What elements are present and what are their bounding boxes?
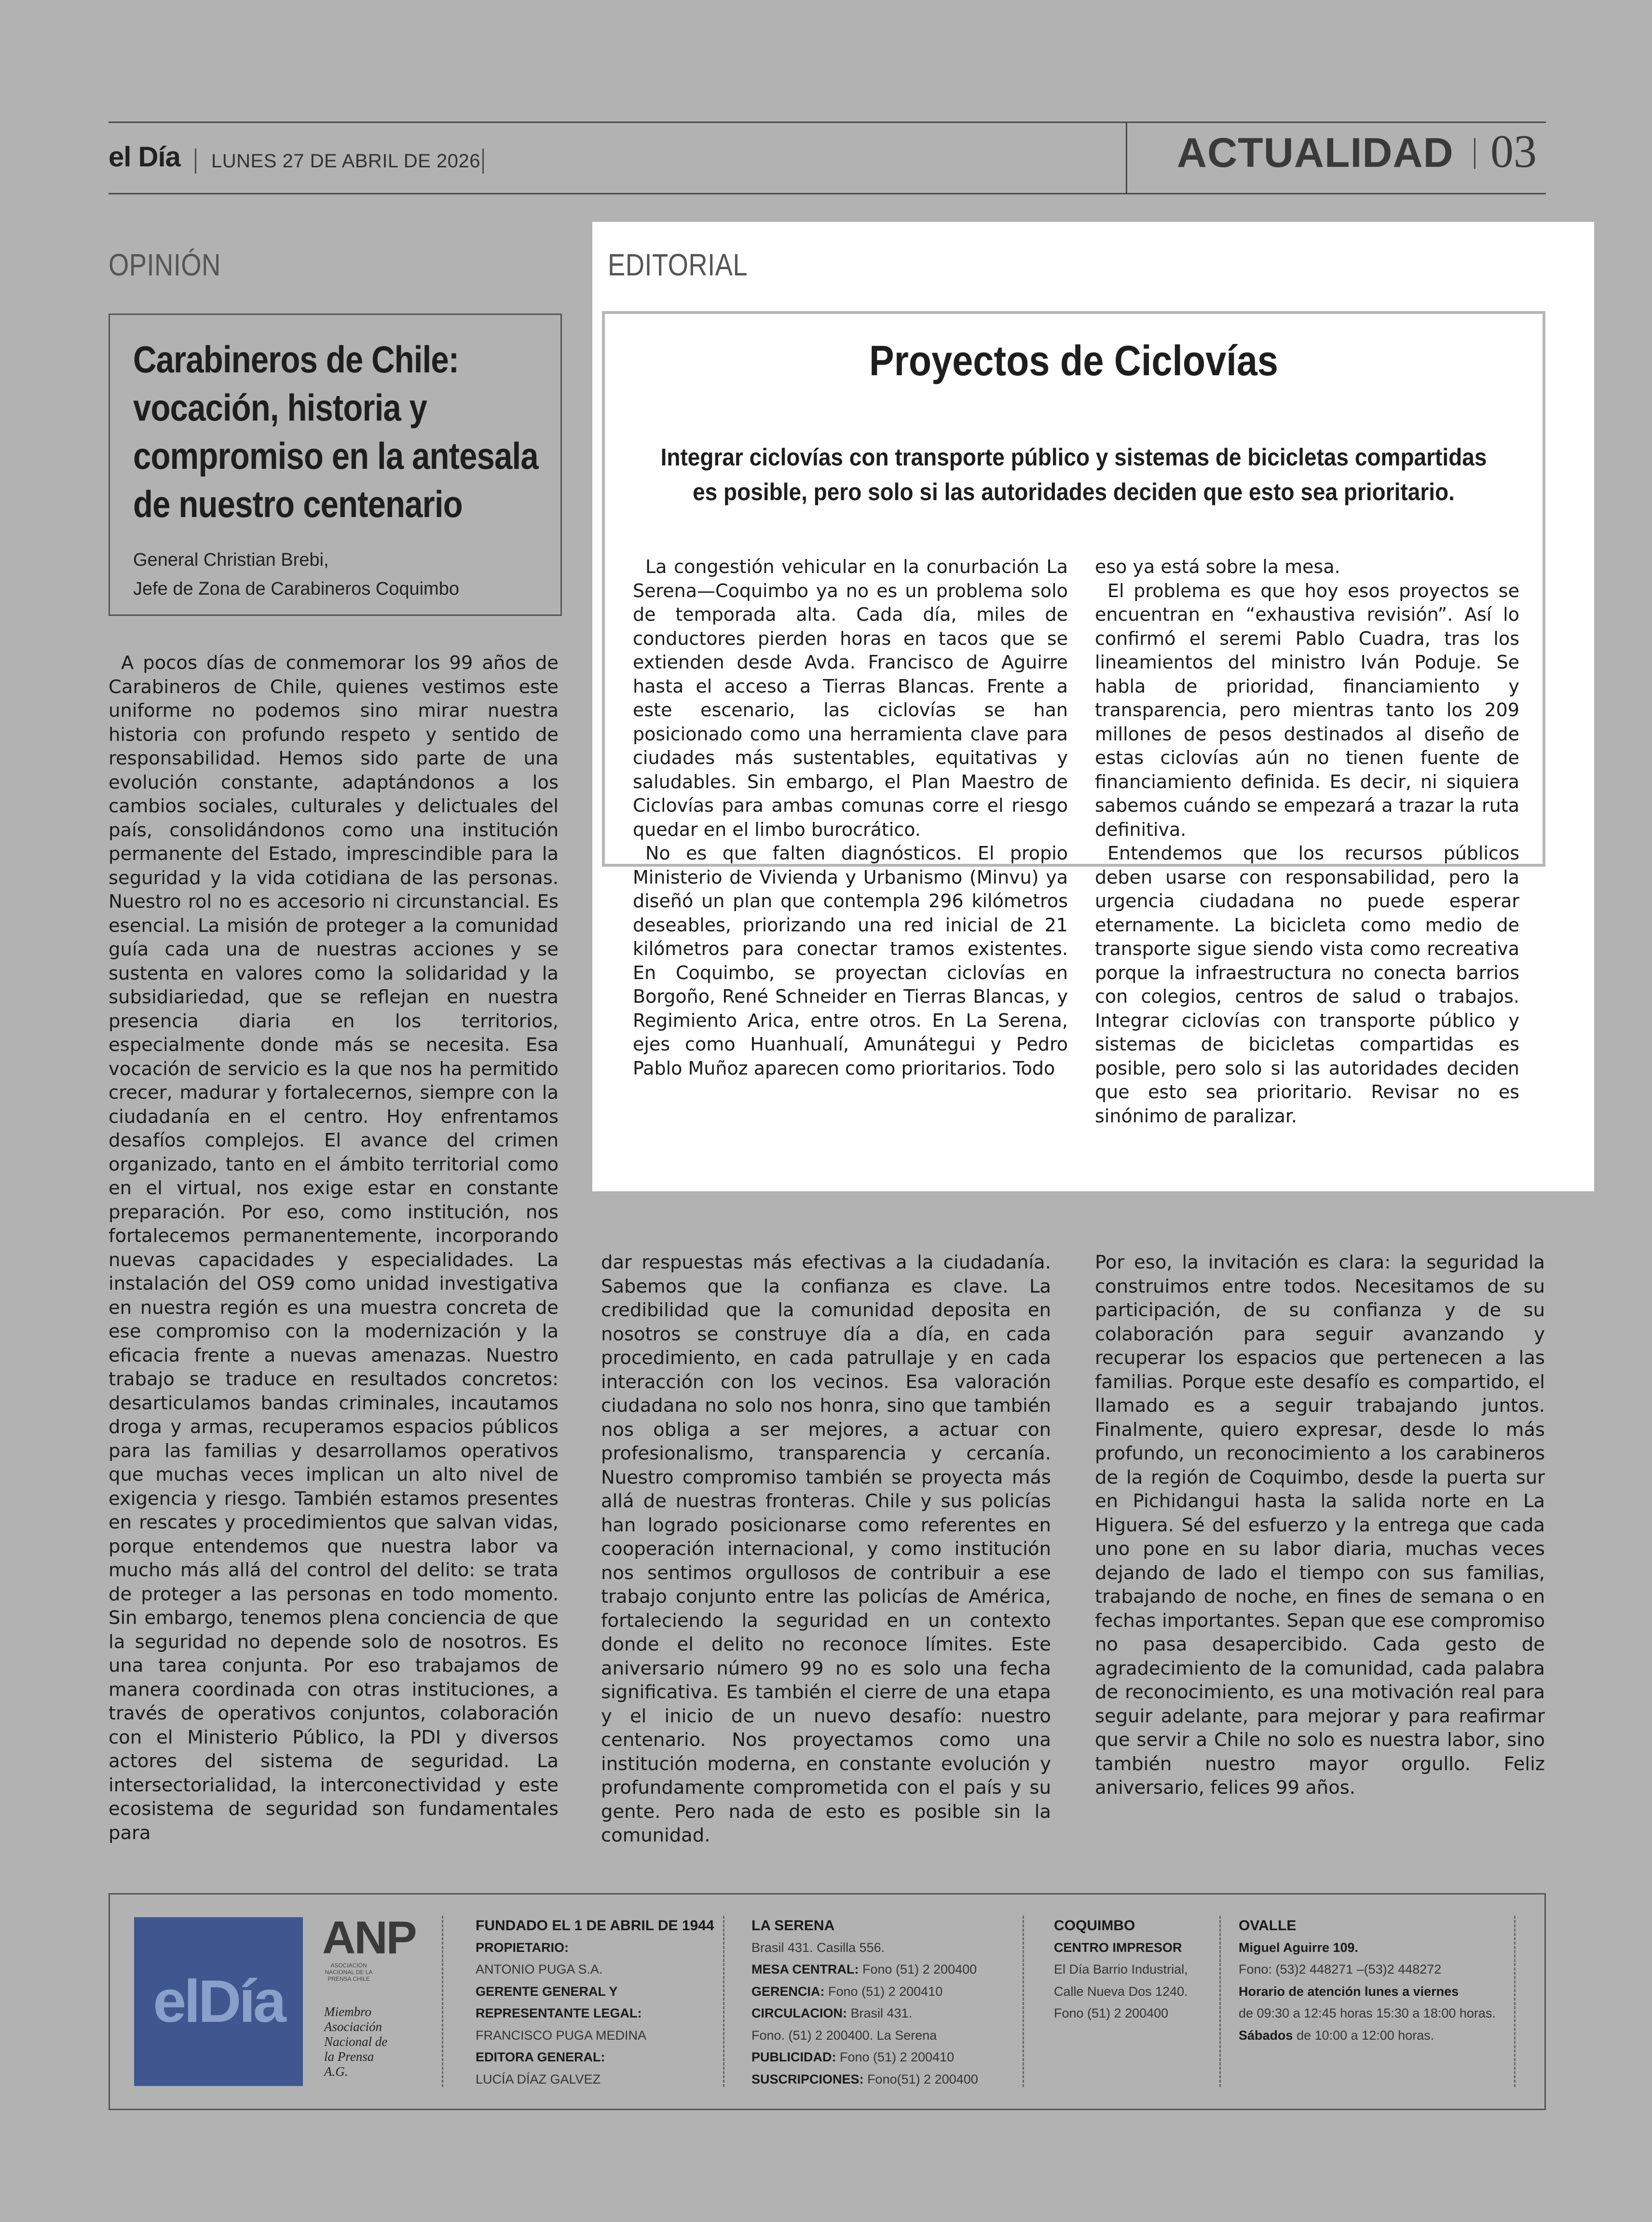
editor-name: LUCÍA DÍAZ GALVEZ	[476, 2072, 601, 2086]
editorial-subtitle-2: es posible, pero solo si las autoridades deciden que esto sea prioritario.	[693, 478, 1455, 505]
footer-column-la-serena	[751, 1915, 978, 2090]
opinion-body-3: Por eso, la invitación es clara: la seguridad la construimos entre todos. Necesitamos de su participación, de su confianza y de su colaboración para seguir avanzando y recuperar los espacios que pertenecen a las familias. Porque este desafío es compartido, el llamado es a seguir trabajando juntos. Finalmente, quiero expresar, desde lo más profundo, un reconocimiento a los carabineros de la región de Coquimbo, desde la puerta sur en Pichidangui hasta la salida norte en La Higuera. Sé del esfuerzo y la entrega que cada uno pone en su labor diaria, muchas veces dejando de lado el tiempo con sus familias, trabajando de noche, en fines de semana o en fechas importantes. Sepan que ese compromiso no pasa desapercibido. Cada gesto de agradecimiento de la comunidad, cada palabra de reconocimiento, es una motivación real para seguir adelante, para mejorar y para reafirmar que servir a Chile no solo es nuestra labor, sino también nuestro mayor orgullo. Feliz aniversario, felices 99 años.	[1095, 1252, 1545, 1799]
gerencia: GERENCIA: Fono (51) 2 200410	[751, 1984, 943, 1999]
el-dia-logo	[134, 1917, 303, 2086]
el-dia-logo-text: elDía	[153, 1968, 284, 2035]
header-section-name: ACTUALIDAD	[1177, 130, 1454, 176]
editorial-paragraph-3: eso ya está sobre la mesa.	[1095, 556, 1340, 577]
editorial-panel	[592, 222, 1594, 1191]
editorial-paragraph-2: No es que falten diagnósticos. El propio Ministerio de Vivienda y Urbanismo (Minvu) ya diseñó un plan que contempla 296 kilómetros deseables, priorizando una red inicial de 21 kilómetros para conectar tramos existentes. En Coquimbo, se proyectan ciclovías en Borgoño, René Schneider en Tierras Blancas, y Regimiento Arica, entre otros. En La Serena, ejes como Huanhualí, Amunátegui y Pedro Pablo Muñoz aparecen como prioritarios. Todo	[633, 843, 1068, 1079]
editorial-section-label: EDITORIAL	[608, 247, 748, 282]
coquimbo-line-1: El Día Barrio Industrial,	[1054, 1962, 1188, 1977]
footer-divider-4	[1219, 1916, 1221, 2087]
manager-label-2: REPRESENTANTE LEGAL:	[476, 2006, 642, 2020]
header-sep-1	[195, 149, 196, 174]
ovalle-hours-label: Horario de atención lunes a viernes	[1239, 1984, 1459, 1999]
ovalle-hours: de 09:30 a 12:45 horas 15:30 a 18:00 horas.	[1239, 2006, 1496, 2020]
opinion-column-1	[109, 651, 559, 1844]
mesa-central: MESA CENTRAL: Fono (51) 2 200400	[751, 1962, 977, 1977]
opinion-headline-box	[109, 314, 562, 616]
owner-label: PROPIETARIO:	[476, 1940, 569, 1955]
ovalle-saturday: Sábados de 10:00 a 12:00 horas.	[1239, 2028, 1434, 2043]
opinion-body-1: A pocos días de conmemorar los 99 años de Carabineros de Chile, quienes vestimos este uniforme no podemos sino mirar nuestra historia con profundo respeto y sentido de responsabilidad. Hemos sido parte de una evolución constante, adaptándonos a los cambios sociales, culturales y delictuales del país, consolidándonos como una institución permanente del Estado, imprescindible para la seguridad y la vida cotidiana de las personas. Nuestro rol no es accesorio ni circunstancial. Es esencial. La misión de proteger a la comunidad guía cada una de nuestras acciones y se sustenta en valores como la solidaridad y la subsidiariedad, que se reflejan en nuestra presencia diaria en los territorios, especialmente donde más se necesita. Esa vocación de servicio es la que nos ha permitido crecer, madurar y fortalecernos, siempre con la ciudadanía en el centro. Hoy enfrentamos desafíos complejos. El avance del crimen organizado, tanto en el ámbito territorial como en el virtual, nos exige estar en constante preparación. Por eso, como institución, nos fortalecemos permanentemente, incorporando nuevas capacidades y especialidades. La instalación del OS9 como unidad investigativa en nuestra región es una muestra concreta de ese compromiso con la modernización y la eficacia frente a nuevas amenazas. Nuestro trabajo se traduce en resultados concretos: desarticulamos bandas criminales, incautamos droga y armas, recuperamos espacios públicos para las familias y desarrollamos operativos que muchas veces implican un alto nivel de exigencia y riesgo. También estamos presentes en rescates y procedimientos que salvan vidas, porque entendemos que nuestra labor va mucho más allá del control del delito: se trata de proteger a las personas en todo momento. Sin embargo, tenemos plena conciencia de que la seguridad no depende solo de nosotros. Es una tarea conjunta. Por eso trabajamos de manera coordinada con otras instituciones, a través de operativos conjuntos, colaboración con el Ministerio Público, la PDI y diversos actores del sistema de seguridad. La intersectorialidad, la interconectividad y este ecosistema de seguridad son fundamentales para	[109, 652, 559, 1844]
member-line-2: Asociación	[324, 2019, 382, 2034]
footer-divider-1	[442, 1916, 443, 2087]
footer-column-coquimbo	[1054, 1915, 1188, 2025]
circulacion: CIRCULACION: Brasil 431.	[751, 2006, 913, 2020]
ovalle-phone: Fono: (53)2 448271 –(53)2 448272	[1239, 1962, 1442, 1977]
footer-column-founding	[476, 1915, 714, 2090]
opinion-author-name: General Christian Brebi,	[133, 550, 329, 570]
member-line-4: la Prensa	[324, 2049, 374, 2064]
manager-label-1: GERENTE GENERAL Y	[476, 1984, 618, 1999]
editorial-paragraph-5: Entendemos que los recursos públicos deben usarse con responsabilidad, pero la urgencia ciudadana no puede esperar eternamente. La bicicleta como medio de transporte sigue siendo vista como recreativa porque la infraestructura no conecta barrios con colegios, centros de salud o trabajos. Integrar ciclovías con transporte público y sistemas de bicicletas compartidas es posible, pero solo si las autoridades deciden que esto sea prioritario. Revisar no es sinónimo de paralizar.	[1095, 843, 1519, 1127]
coquimbo-heading: COQUIMBO	[1054, 1918, 1135, 1934]
opinion-author-role: Jefe de Zona de Carabineros Coquimbo	[133, 579, 459, 599]
anp-logo-mark: ANP	[322, 1912, 416, 1963]
suscripciones: SUSCRIPCIONES: Fono(51) 2 200400	[751, 2072, 978, 2086]
anp-member-note	[324, 2004, 387, 2079]
manager-name: FRANCISCO PUGA MEDINA	[476, 2028, 647, 2043]
coquimbo-line-3: Fono (51) 2 200400	[1054, 2006, 1169, 2020]
header-date: LUNES 27 DE ABRIL DE 2026	[211, 150, 480, 172]
page-number: 03	[1490, 125, 1537, 177]
founded-date: FUNDADO EL 1 DE ABRIL DE 1944	[476, 1918, 714, 1934]
footer-divider-5	[1514, 1916, 1515, 2087]
opinion-column-3	[1095, 1251, 1545, 1799]
opinion-title: Carabineros de Chile: vocación, historia y compromiso en la antesala de nuestro centenario	[133, 338, 538, 525]
publicidad: PUBLICIDAD: Fono (51) 2 200410	[751, 2050, 955, 2064]
ovalle-address: Miguel Aguirre 109.	[1239, 1940, 1359, 1955]
la-serena-address: Brasil 431. Casilla 556.	[751, 1940, 885, 1955]
member-line-5: A.G.	[324, 2064, 348, 2079]
header-bottom-rule	[109, 193, 1546, 194]
header-divider	[1126, 122, 1127, 194]
footer-divider-3	[1023, 1916, 1024, 2087]
editorial-title: Proyectos de Ciclovías	[869, 337, 1278, 384]
opinion-body-2: dar respuestas más efectivas a la ciudadanía. Sabemos que la confianza es clave. La credibilidad que la comunidad deposita en nosotros se construye día a día, en cada procedimiento, en cada patrullaje y en cada interacción con los vecinos. Esa valoración ciudadana no solo nos honra, sino que también nos obliga a ser mejores, a actuar con profesionalismo, transparencia y cercanía. Nuestro compromiso también se proyecta más allá de nuestras fronteras. Chile y sus policías han logrado posicionarse como referentes en cooperación internacional, y como institución nos sentimos orgullosos de contribuir a ese trabajo conjunto entre las policías de América, fortaleciendo la seguridad en un contexto donde el delito no reconoce límites. Este aniversario número 99 no es solo una fecha significativa. Es también el cierre de una etapa y el inicio de un nuevo desafío: nuestro centenario. Nos proyectamos como una institución moderna, en constante evolución y profundamente comprometida con el país y su gente. Pero nada de esto es posible sin la comunidad.	[601, 1252, 1051, 1846]
header-sep-3	[1474, 138, 1475, 169]
editorial-subtitle-1: Integrar ciclovías con transporte público y sistemas de bicicletas compartidas	[660, 444, 1487, 471]
header-sep-2	[482, 149, 484, 174]
anp-logo	[322, 1914, 419, 1982]
masthead-footer	[109, 1893, 1546, 2110]
editorial-paragraph-4: El problema es que hoy esos proyectos se encuentran en “exhaustiva revisión”. Así lo confirmó el seremi Pablo Cuadra, tras los lineamientos del ministro Iván Poduje. Se habla de prioridad, financiamiento y transparencia, pero mientras tanto los 209 millones de pesos destinados al diseño de estas ciclovías aún no tienen fuente de financiamiento definida. Es decir, ni siquiera sabemos cuándo se empezará a trazar la ruta definitiva.	[1095, 580, 1519, 840]
editorial-paragraph-1: La congestión vehicular en la conurbación La Serena—Coquimbo ya no es un problema solo de temporada alta. Cada día, miles de conductores pierden horas en tacos que se extienden desde Avda. Francisco de Aguirre hasta el acceso a Tierras Blancas. Frente a este escenario, las ciclovías se han posicionado como una herramienta clave para ciudades más sustentables, equitativas y saludables. Sin embargo, el Plan Maestro de Ciclovías para ambas comunas corre el riesgo quedar en el limbo burocrático.	[633, 556, 1068, 840]
editorial-box	[602, 311, 1545, 1127]
editorial-column-2	[1095, 555, 1519, 1128]
header-top-rule	[109, 122, 1546, 123]
owner-name: ANTONIO PUGA S.A.	[476, 1962, 603, 1977]
opinion-section-label: OPINIÓN	[109, 247, 221, 282]
circulacion-phone: Fono. (51) 2 200400. La Serena	[751, 2028, 937, 2043]
opinion-column-2	[601, 1251, 1051, 1846]
header-brand: el Día	[109, 141, 180, 173]
footer-column-ovalle	[1239, 1915, 1496, 2046]
la-serena-heading: LA SERENA	[751, 1918, 835, 1934]
ovalle-heading: OVALLE	[1239, 1918, 1297, 1934]
anp-logo-caption: ASOCIACIÓN NACIONAL DE LA PRENSA CHILE	[325, 1962, 373, 1982]
editor-label: EDITORA GENERAL:	[476, 2050, 605, 2064]
coquimbo-subheading: CENTRO IMPRESOR	[1054, 1940, 1182, 1955]
editorial-column-1	[633, 555, 1068, 1080]
member-line-3: Nacional de	[324, 2034, 388, 2049]
coquimbo-line-2: Calle Nueva Dos 1240.	[1054, 1984, 1188, 1999]
member-line-1: Miembro	[324, 2004, 371, 2019]
footer-divider-2	[723, 1916, 724, 2087]
